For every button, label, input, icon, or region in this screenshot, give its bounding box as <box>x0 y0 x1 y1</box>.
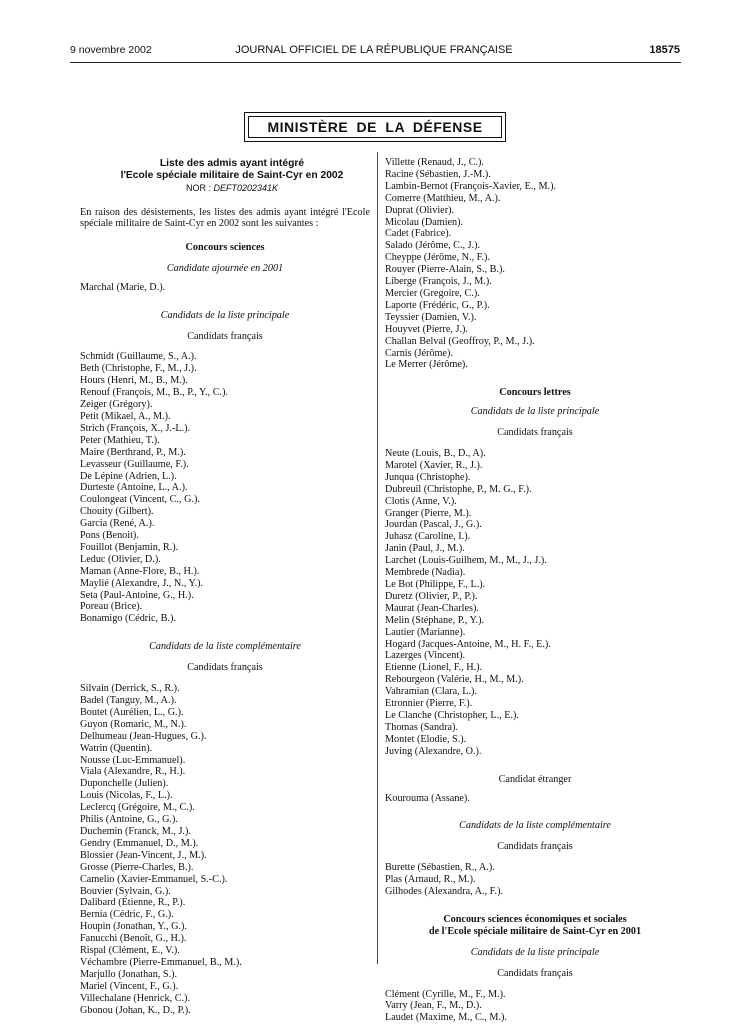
list-item: Peter (Mathieu, T.). <box>80 434 160 446</box>
list-item: Houpin (Jonathan, Y., G.). <box>80 921 187 933</box>
list-item: Mariel (Vincent, F., G.). <box>80 980 179 992</box>
nor-code: DEFT0202341K <box>213 183 279 193</box>
list-item: Gendry (Emmanuel, D., M.). <box>80 837 199 849</box>
list-item: Poreau (Brice). <box>80 601 143 613</box>
list-item: Villechalane (Henrick, C.). <box>80 992 190 1004</box>
subheading-complementaire: Candidats de la liste complémentaire <box>149 641 301 653</box>
list-item: Lautier (Marianne). <box>385 626 466 638</box>
list-item: Badel (Tanguy, M., A.). <box>80 695 177 706</box>
list-item: Maylié (Alexandre, J., N., Y.). <box>80 577 204 589</box>
header-date: 9 novembre 2002 <box>70 44 152 56</box>
list-item: Boutet (Aurélien, L., G.). <box>80 706 184 718</box>
list-item: Maire (Berthrand, P., M.). <box>80 446 186 458</box>
list-item: Le Merrer (Jérôme). <box>385 359 468 371</box>
page-number: 18575 <box>649 44 680 56</box>
list-item: Juving (Alexandre, O.). <box>385 745 482 757</box>
list-item: Thomas (Sandra). <box>385 721 458 733</box>
list-item: Cadet (Fabrice). <box>385 228 452 240</box>
subheading-principale: Candidats de la liste principale <box>160 309 290 321</box>
list-item: Duprat (Olivier). <box>385 204 455 216</box>
list-item: Dubreuil (Christophe, P., M. G., F.). <box>385 483 532 495</box>
list-item: Leduc (Olivier, D.). <box>80 553 161 565</box>
list-item: Larchet (Louis-Guilhem, M., M., J., J.). <box>385 555 547 567</box>
list-item: Schmidt (Guillaume, S., A.). <box>80 351 197 363</box>
list-item: Rispal (Clément, E., V.). <box>80 945 180 957</box>
list-item: Viala (Alexandre, R., H.). <box>80 766 186 778</box>
list-item: Jourdan (Pascal, J., G.). <box>385 519 482 531</box>
ses-subheading-principale: Candidats de la liste principale <box>470 946 600 958</box>
list-item: Durteste (Antoine, L., A.). <box>80 482 188 494</box>
lettres-subheading-principale: Candidats de la liste principale <box>470 406 600 418</box>
list-item: Leclercq (Grégoire, M., C.). <box>80 802 195 814</box>
lettres-list-complementaire <box>385 862 685 898</box>
list-item: Vahramian (Clara, L.). <box>385 686 477 698</box>
list-item: Pons (Benoit). <box>80 530 139 542</box>
list-item: Bonamigo (Cédric, B.). <box>80 613 176 625</box>
lettres-subheading-francais-complementaire: Candidats français <box>497 841 573 853</box>
list-item: Neute (Louis, B., D., A). <box>385 448 486 460</box>
list-item: Etronnier (Pierre, F.). <box>385 698 473 710</box>
list-item: Duretz (Olivier, P., P.). <box>385 590 478 602</box>
article-title-line1: Liste des admis ayant intégré <box>159 158 305 169</box>
list-item: Marjullo (Jonathan, S.). <box>80 968 178 980</box>
right-column <box>385 157 685 1024</box>
list-item: Clotis (Anne, V.). <box>385 495 457 507</box>
list-item: Le Clanche (Christopher, L., E.). <box>385 709 519 721</box>
article-title-line2: l'Ecole spéciale militaire de Saint-Cyr en 2002 <box>120 169 344 181</box>
journal-title: JOURNAL OFFICIEL DE LA RÉPUBLIQUE FRANÇAISE <box>235 44 513 56</box>
list-item: Burette (Sébastien, R., A.). <box>385 862 495 874</box>
list-item: Duponchelle (Julien). <box>80 778 169 790</box>
list-item: Houyvet (Pierre, J.). <box>385 323 468 335</box>
list-item: Gbonou (Johan, K., D., P.). <box>80 1004 191 1016</box>
list-item: Etienne (Lionel, F., H.). <box>385 662 483 674</box>
list-principale <box>80 351 370 625</box>
list-complementaire-right <box>385 157 685 371</box>
list-item: Laudet (Maxime, M., C., M.). <box>385 1012 507 1024</box>
list-item: Rebourgeon (Valérie, H., M., M.). <box>385 674 524 686</box>
list-item: Laporte (Frédéric, G., P.). <box>385 299 490 311</box>
list-item: Grosse (Pierre-Charles, B.). <box>80 861 194 873</box>
list-item: Junqua (Christophe). <box>385 471 471 483</box>
section-heading-lettres: Concours lettres <box>499 387 571 399</box>
list-item: Hogard (Jacques-Antoine, M., H. F., E.). <box>385 638 551 650</box>
list-item: Maman (Anne-Flore, B., H.). <box>80 565 200 577</box>
list-item: Villette (Renaud, J., C.). <box>385 157 484 168</box>
list-item: Kourouma (Assane). <box>385 792 470 804</box>
intro-paragraph: En raison des désistements, les listes des admis ayant intégré l'Ecole spéciale militaire de Saint-Cyr en 2002 sont les suivantes : <box>80 206 370 230</box>
list-item: Challan Belval (Geoffroy, P., M., J.). <box>385 335 535 347</box>
list-item: Dalibard (Etienne, R., P.). <box>80 897 186 909</box>
ministry-title: MINISTÈRE DE LA DÉFENSE <box>248 116 502 138</box>
list-item: Salado (Jérôme, C., J.). <box>385 240 481 252</box>
list-item: Beth (Christophe, F., M., J.). <box>80 363 197 375</box>
list-item: Marchal (Marie, D.). <box>80 281 166 293</box>
list-item: Rouyer (Pierre-Alain, S., B.). <box>385 264 505 276</box>
list-item: Carnis (Jérôme). <box>385 347 453 359</box>
list-item: Montet (Elodie, S.). <box>385 733 467 745</box>
lettres-subheading-francais: Candidats français <box>497 427 573 439</box>
list-item: Chouity (Gilbert). <box>80 506 154 518</box>
list-item: Bernia (Cédric, F., G.). <box>80 909 174 921</box>
list-item: Fanucchi (Benoît, G., H.). <box>80 933 187 945</box>
ses-subheading-francais: Candidats français <box>497 967 573 979</box>
list-item: Janin (Paul, J., M.). <box>385 543 465 555</box>
list-item: Membrede (Nadia). <box>385 567 466 579</box>
left-column <box>80 158 370 1016</box>
list-complementaire-left <box>80 683 370 1016</box>
list-item: Guyon (Romaric, M., N.). <box>80 718 187 730</box>
list-item: Bouvier (Sylvain, G.). <box>80 885 171 897</box>
list-item: Renouf (François, M., B., P., Y., C.). <box>80 387 229 399</box>
list-item: Comerre (Matthieu, M., A.). <box>385 192 501 204</box>
list-item: Le Bot (Philippe, F., L.). <box>385 579 486 590</box>
section-heading-ses-line1: Concours sciences économiques et sociales <box>443 913 627 925</box>
list-item: Gilhodes (Alexandra, A., F.). <box>385 886 504 898</box>
list-item: Juhasz (Caroline, I.). <box>385 531 471 543</box>
list-item: Granger (Pierre, M.). <box>385 507 472 519</box>
list-item: Maurat (Jean-Charles). <box>385 602 479 614</box>
list-item: Mercier (Gregoire, C.). <box>385 287 480 299</box>
ministry-box <box>244 112 506 142</box>
list-item: Lambin-Bernot (François-Xavier, E., M.). <box>385 180 557 192</box>
list-item: Coulongeat (Vincent, C., G.). <box>80 494 200 506</box>
lettres-list-etranger <box>385 793 685 805</box>
list-item: Zeiger (Grégory). <box>80 399 153 411</box>
lettres-list-principale <box>385 448 685 758</box>
list-item: Strich (François, X., J.-L.). <box>80 422 191 434</box>
list-item: Watrin (Quentin). <box>80 742 153 754</box>
list-item: De Lépine (Adrien, L.). <box>80 470 177 482</box>
list-item: Cheyppe (Jérôme, N., F.). <box>385 252 490 264</box>
list-item: Micolau (Damien). <box>385 216 464 228</box>
list-item: Nousse (Luc-Emmanuel). <box>80 754 186 766</box>
list-item: Philis (Antoine, G., G.). <box>80 814 178 826</box>
list-item: Lazerges (Vincent). <box>385 650 466 662</box>
list-item: Plas (Arnaud, R., M.). <box>385 874 476 886</box>
list-item: Hours (Henri, M., B., M.). <box>80 375 188 387</box>
list-item: Blossier (Jean-Vincent, J., M.). <box>80 849 207 861</box>
list-item: Louis (Nicolas, F., L.). <box>80 790 173 802</box>
section-heading-ses-line2: de l'Ecole spéciale militaire de Saint-Cyr en 2001 <box>428 925 642 937</box>
list-item: Teyssier (Damien, V.). <box>385 311 477 323</box>
list-item: Silvain (Derrick, S., R.). <box>80 683 180 695</box>
list-item: Liberge (François, J., M.). <box>385 276 492 288</box>
list-item: Garcia (René, A.). <box>80 518 155 530</box>
list-item: Véchambre (Pierre-Emmanuel, B., M.). <box>80 956 242 968</box>
nor-label: NOR : <box>185 183 211 193</box>
list-item: Varry (Jean, F., M., D.). <box>385 1000 482 1012</box>
list-item: Clément (Cyrille, M., F., M.). <box>385 988 506 1000</box>
subheading-francais-complementaire: Candidats français <box>187 662 263 674</box>
lettres-subheading-complementaire: Candidats de la liste complémentaire <box>459 820 611 832</box>
list-ajournee <box>80 282 370 294</box>
subheading-ajournee: Candidate ajournée en 2001 <box>166 262 284 274</box>
list-item: Delhumeau (Jean-Hugues, G.). <box>80 730 207 742</box>
list-item: Fouillot (Benjamin, R.). <box>80 541 179 553</box>
header-rule <box>70 62 681 63</box>
nor-reference <box>94 183 370 195</box>
section-heading-sciences: Concours sciences <box>185 241 265 253</box>
ses-list-principale <box>385 989 685 1024</box>
list-item: Seta (Paul-Antoine, G., H.). <box>80 589 194 601</box>
subheading-francais: Candidats français <box>187 330 263 342</box>
list-item: Petit (Mikael, A., M.). <box>80 410 171 422</box>
lettres-subheading-etranger: Candidat étranger <box>498 773 572 785</box>
list-item: Levasseur (Guillaume, F.). <box>80 458 189 470</box>
list-item: Duchemin (Franck, M., J.). <box>80 825 191 837</box>
list-item: Melin (Stéphane, P., Y.). <box>385 614 485 626</box>
list-item: Racine (Sébastien, J.-M.). <box>385 168 491 180</box>
list-item: Camelio (Xavier-Emmanuel, S.-C.). <box>80 873 228 885</box>
column-divider <box>377 152 378 964</box>
list-item: Marotel (Xavier, R., J.). <box>385 459 483 471</box>
